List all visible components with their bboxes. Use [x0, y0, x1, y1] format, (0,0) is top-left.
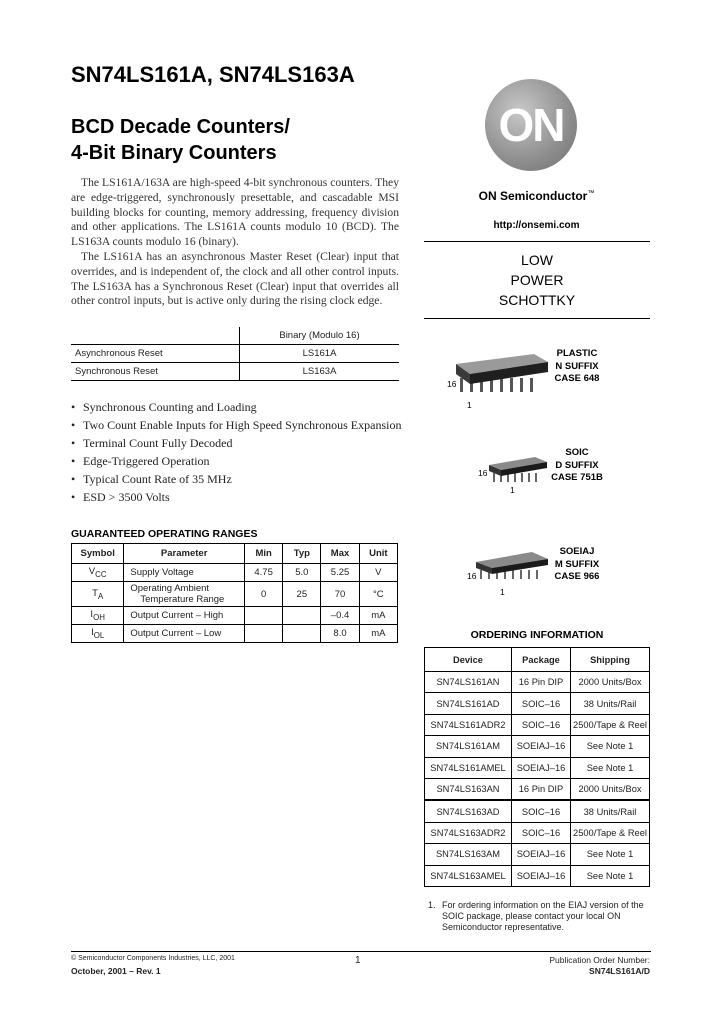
min-cell [244, 607, 282, 625]
table-row: SN74LS161AN 16 Pin DIP 2000 Units/Box [425, 672, 650, 693]
parameter-cell: Operating Ambient Temperature Range [124, 582, 245, 607]
feature-item: • Edge-Triggered Operation [71, 454, 210, 468]
publication-label: Publication Order Number: [549, 955, 650, 965]
symbol-cell: $T_A$ [72, 582, 124, 607]
feature-list [71, 398, 401, 506]
col-header: Max [321, 544, 359, 564]
unit-cell: mA [359, 607, 397, 625]
table-row: SN74LS163AD SOIC–16 38 Units/Rail [425, 800, 650, 822]
bullet-icon: • [71, 454, 76, 468]
pin-16-label: 16 [447, 379, 457, 389]
min-cell: 4.75 [244, 564, 282, 582]
footer-divider [71, 951, 651, 952]
table-row [72, 625, 398, 643]
parameter-cell: Output Current – High [124, 607, 245, 625]
col-header: Symbol [72, 544, 124, 564]
subtitle-line-1: BCD Decade Counters/ [71, 116, 290, 138]
typ-cell [283, 607, 321, 625]
col-header: Package [512, 648, 571, 672]
website-link[interactable]: http://onsemi.com [493, 220, 580, 231]
operating-ranges-table [71, 543, 398, 643]
bullet-icon: • [71, 418, 76, 432]
on-semiconductor-logo [485, 79, 577, 171]
col-header: Typ [283, 544, 321, 564]
max-cell: 8.0 [321, 625, 359, 643]
table-row: SN74LS161ADR2 SOIC–16 2500/Tape & Reel [425, 714, 650, 735]
page-number: 1 [355, 955, 361, 966]
brand-name: ON Semiconductor™ [478, 189, 595, 203]
description [71, 176, 399, 309]
symbol-cell: $V_{CC}$ [72, 564, 124, 582]
unit-cell: mA [359, 625, 397, 643]
feature-item: • Terminal Count Fully Decoded [71, 436, 233, 450]
unit-cell: °C [359, 582, 397, 607]
typ-cell [283, 625, 321, 643]
bullet-icon: • [71, 472, 76, 486]
col-header: Unit [359, 544, 397, 564]
package-label-soeiaj: SOEIAJ M SUFFIX CASE 966 [554, 546, 600, 582]
reset-label: Asynchronous Reset [71, 345, 240, 363]
table-row: SN74LS163AN 16 Pin DIP 2000 Units/Box [425, 778, 650, 800]
copyright: © Semiconductor Components Industries, LLC, 2001 [71, 955, 235, 962]
max-cell: 5.25 [321, 564, 359, 582]
table-row: SN74LS163ADR2 SOIC–16 2500/Tape & Reel [425, 822, 650, 843]
col-header: Device [425, 648, 512, 672]
col-header: Parameter [124, 544, 245, 564]
table-row: SN74LS161AM SOEIAJ–16 See Note 1 [425, 736, 650, 757]
bullet-icon: • [71, 490, 76, 504]
pin-1-label: 1 [500, 587, 505, 597]
typ-cell: 5.0 [283, 564, 321, 582]
document-title: SN74LS161A, SN74LS163A [71, 62, 355, 87]
symbol-cell: $I_{OL}$ [72, 625, 124, 643]
subtitle-line-2: 4-Bit Binary Counters [71, 142, 277, 164]
table-row: SN74LS161AD SOIC–16 38 Units/Rail [425, 693, 650, 714]
pin-1-label: 1 [467, 400, 472, 410]
logo-text: ON [498, 99, 564, 151]
package-label-soic: SOIC D SUFFIX CASE 751B [551, 447, 603, 483]
table-row: SN74LS161AMEL SOEIAJ–16 See Note 1 [425, 757, 650, 778]
min-cell [244, 625, 282, 643]
table-row [72, 564, 398, 582]
ordering-table [424, 647, 650, 887]
col-header: Shipping [571, 648, 650, 672]
description-paragraph-1: The LS161A/163A are high-speed 4-bit synchronous counters. They are edge-triggered, synchronously presettable, and cascadable MSI building blocks for counting, memory addressing, frequency division and other applications. The LS161A counts modulo 10 (BCD). The LS163A counts modulo 16 (binary). [71, 176, 399, 249]
pin-16-label: 16 [467, 571, 477, 581]
power-label: LOW POWER SCHOTTKY [498, 252, 576, 308]
reset-value: LS163A [240, 363, 400, 381]
pin-1-label: 1 [510, 485, 515, 495]
unit-cell: V [359, 564, 397, 582]
symbol-cell: $I_{OH}$ [72, 607, 124, 625]
package-label-dip: PLASTIC N SUFFIX CASE 648 [554, 348, 600, 384]
max-cell: –0.4 [321, 607, 359, 625]
ordering-title: ORDERING INFORMATION [470, 629, 604, 641]
parameter-cell: Supply Voltage [124, 564, 245, 582]
divider [424, 241, 650, 242]
divider [424, 318, 650, 319]
col-header: Min [244, 544, 282, 564]
min-cell: 0 [244, 582, 282, 607]
max-cell: 70 [321, 582, 359, 607]
bullet-icon: • [71, 436, 76, 450]
table-row: SN74LS163AM SOEIAJ–16 See Note 1 [425, 844, 650, 865]
description-paragraph-2: The LS161A has an asynchronous Master Reset (Clear) input that overrides, and is independent of, the clock and all other control inputs. The LS163A has a Synchronous Reset (Clear) input that overrides all other control inputs, but is active only during the rising clock edge. [71, 249, 399, 308]
reset-label: Synchronous Reset [71, 363, 240, 381]
feature-item: • Typical Count Rate of 35 MHz [71, 472, 232, 486]
table-row: SN74LS163AMEL SOEIAJ–16 See Note 1 [425, 865, 650, 886]
pin-16-label: 16 [478, 468, 488, 478]
bullet-icon: • [71, 400, 76, 414]
feature-item: • Two Count Enable Inputs for High Speed Synchronous Expansion [71, 418, 402, 432]
feature-item: • ESD > 3500 Volts [71, 490, 170, 504]
typ-cell: 25 [283, 582, 321, 607]
table-row [72, 582, 398, 607]
ordering-note: 1. For ordering information on the EIAJ version of the SOIC package, please contact your local ON Semiconductor representative. [428, 900, 644, 932]
publication-number: SN74LS161A/D [589, 966, 650, 976]
revision-date: October, 2001 – Rev. 1 [71, 966, 161, 976]
binary-table-header: Binary (Modulo 16) [240, 327, 400, 345]
operating-ranges-title: GUARANTEED OPERATING RANGES [71, 528, 258, 540]
feature-item: • Synchronous Counting and Loading [71, 400, 257, 414]
reset-type-table [71, 327, 399, 381]
table-row [72, 607, 398, 625]
reset-value: LS161A [240, 345, 400, 363]
parameter-cell: Output Current – Low [124, 625, 245, 643]
